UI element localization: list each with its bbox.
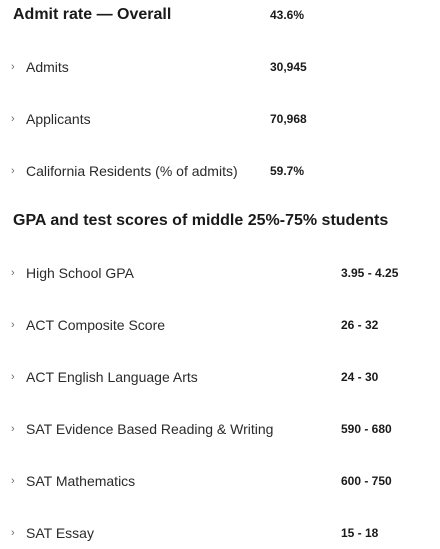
row-applicants[interactable] (0, 107, 440, 131)
gpa-section-header (0, 209, 440, 233)
admit-rate-header (0, 3, 440, 27)
row-label[interactable]: ACT English Language Arts (26, 369, 198, 385)
row-label[interactable]: SAT Essay (26, 525, 94, 541)
row-act-composite[interactable] (0, 313, 440, 337)
row-value: 59.7% (270, 164, 305, 178)
row-value: 600 - 750 (341, 474, 392, 488)
row-value: 24 - 30 (341, 370, 379, 384)
chevron-right-icon[interactable]: › (11, 319, 15, 331)
row-value: 70,968 (270, 112, 307, 126)
row-value: 30,945 (270, 60, 307, 74)
chevron-right-icon[interactable]: › (11, 371, 15, 383)
chevron-right-icon[interactable]: › (11, 475, 15, 487)
row-value: 26 - 32 (341, 318, 379, 332)
row-sat-ebrw[interactable] (0, 417, 440, 441)
admit-rate-value: 43.6% (270, 8, 305, 22)
row-sat-math[interactable] (0, 469, 440, 493)
row-label[interactable]: SAT Mathematics (26, 473, 136, 489)
chevron-right-icon[interactable]: › (11, 113, 15, 125)
gpa-section-title: GPA and test scores of middle 25%-75% students (13, 212, 389, 229)
row-label[interactable]: SAT Evidence Based Reading & Writing (26, 421, 274, 437)
chevron-right-icon[interactable]: › (11, 423, 15, 435)
row-admits[interactable] (0, 55, 440, 79)
chevron-right-icon[interactable]: › (11, 267, 15, 279)
row-label[interactable]: ACT Composite Score (26, 317, 166, 333)
row-label[interactable]: Admits (26, 59, 69, 75)
chevron-right-icon[interactable]: › (11, 61, 15, 73)
chevron-right-icon[interactable]: › (11, 527, 15, 539)
row-california-residents[interactable] (0, 159, 440, 183)
row-value: 590 - 680 (341, 422, 392, 436)
row-label[interactable]: California Residents (% of admits) (26, 163, 238, 179)
row-value: 3.95 - 4.25 (341, 266, 399, 280)
chevron-right-icon[interactable]: › (11, 165, 15, 177)
row-label[interactable]: Applicants (26, 111, 91, 127)
admit-rate-title: Admit rate — Overall (13, 6, 172, 23)
row-act-english[interactable] (0, 365, 440, 389)
row-high-school-gpa[interactable] (0, 261, 440, 285)
row-label[interactable]: High School GPA (26, 265, 134, 281)
row-value: 15 - 18 (341, 526, 379, 540)
row-sat-essay[interactable] (0, 521, 440, 545)
